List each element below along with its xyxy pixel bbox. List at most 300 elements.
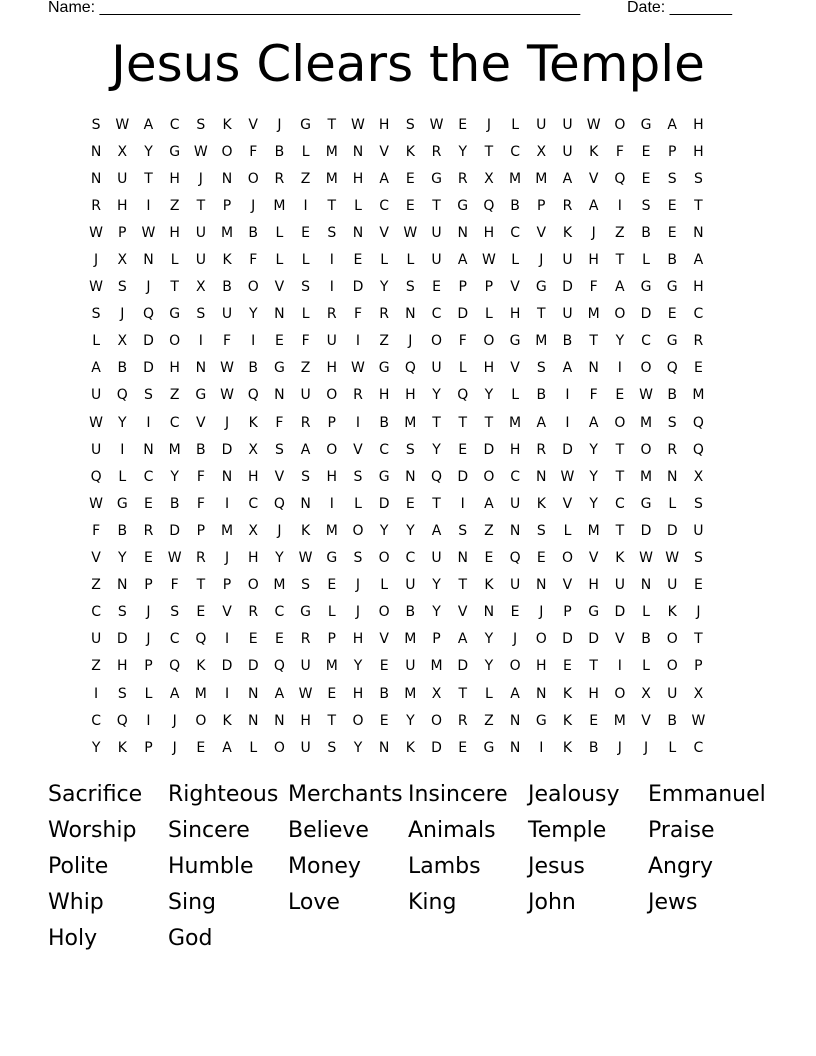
grid-letter: R [195, 550, 206, 567]
grid-letter: H [588, 252, 599, 269]
word-list-item: Emmanuel [648, 782, 766, 808]
grid-letter: E [196, 604, 206, 621]
grid-letter: J [94, 252, 99, 269]
grid-letter: M [220, 522, 234, 539]
grid-letter: D [457, 658, 469, 675]
grid-letter: Y [118, 550, 127, 567]
grid-letter: Z [615, 224, 625, 241]
grid-letter: X [693, 468, 704, 485]
grid-letter: H [117, 197, 128, 214]
grid-letter: Z [169, 387, 180, 404]
grid-letter: W [220, 360, 234, 377]
grid-letter: E [327, 685, 337, 702]
grid-letter: Z [300, 170, 311, 187]
grid-letter: X [641, 685, 651, 702]
grid-letter: T [484, 414, 494, 431]
grid-letter: C [405, 550, 416, 567]
grid-letter: Q [614, 170, 626, 187]
grid-letter: E [405, 495, 415, 512]
grid-letter: P [537, 197, 546, 214]
grid-letter: G [273, 360, 285, 377]
grid-letter: V [457, 604, 468, 621]
grid-letter: L [301, 252, 310, 269]
grid-letter: G [535, 712, 547, 729]
grid-letter: O [378, 604, 390, 621]
grid-letter: N [221, 468, 233, 485]
grid-letter: O [483, 468, 495, 485]
grid-letter: G [378, 468, 390, 485]
grid-letter: U [562, 252, 573, 269]
grid-letter: T [327, 197, 337, 214]
grid-letter: N [247, 712, 259, 729]
grid-letter: A [431, 522, 442, 539]
grid-letter: O [326, 387, 338, 404]
grid-letter: H [326, 360, 338, 377]
grid-letter: F [249, 143, 258, 160]
grid-letter: L [118, 468, 127, 485]
grid-letter: U [117, 170, 128, 187]
grid-letter: N [247, 685, 259, 702]
grid-letter: C [431, 306, 442, 323]
grid-letter: I [120, 441, 125, 458]
word-list-item: John [528, 889, 576, 915]
grid-letter: V [510, 360, 520, 377]
grid-letter: W [141, 224, 156, 241]
grid-letter: I [460, 495, 465, 512]
grid-letter: N [509, 739, 521, 756]
grid-letter: T [589, 658, 598, 675]
grid-letter: Y [484, 387, 494, 404]
grid-letter: T [694, 197, 703, 214]
grid-letter: H [483, 360, 495, 377]
grid-letter: C [379, 441, 390, 458]
grid-letter: A [562, 170, 573, 187]
grid-letter: V [510, 279, 520, 296]
grid-letter: W [89, 279, 104, 296]
grid-letter: L [301, 306, 310, 323]
grid-letter: Y [379, 522, 389, 539]
grid-letter: S [353, 468, 363, 485]
grid-letter: Q [457, 387, 469, 404]
grid-letter: H [169, 170, 180, 187]
grid-letter: E [667, 224, 677, 241]
grid-letter: K [222, 252, 232, 269]
grid-letter: M [194, 685, 207, 702]
grid-letter: S [117, 604, 127, 621]
grid-letter: B [117, 360, 128, 377]
grid-letter: A [457, 252, 468, 269]
grid-letter: I [329, 252, 334, 269]
grid-letter: F [589, 279, 598, 296]
grid-letter: H [169, 224, 180, 241]
grid-letter: G [195, 387, 207, 404]
grid-letter: N [588, 360, 599, 377]
grid-letter: O [352, 712, 364, 729]
grid-letter: M [325, 170, 338, 187]
grid-letter: E [301, 224, 311, 241]
grid-letter: N [405, 306, 416, 323]
grid-letter: O [352, 522, 364, 539]
grid-letter: I [198, 333, 203, 350]
grid-letter: G [640, 495, 652, 512]
word-list-item: Jews [648, 889, 698, 915]
page-title: Jesus Clears the Temple [111, 35, 705, 93]
header [48, 0, 748, 20]
word-list-item: King [408, 889, 457, 915]
grid-letter: U [221, 306, 233, 323]
grid-letter: T [458, 577, 467, 594]
grid-letter: E [458, 739, 468, 756]
grid-letter: G [169, 143, 181, 160]
grid-letter: R [379, 306, 390, 323]
grid-letter: S [667, 414, 677, 431]
grid-letter: H [117, 658, 128, 675]
grid-letter: J [146, 604, 151, 621]
grid-letter: A [588, 414, 599, 431]
grid-letter: Y [432, 577, 441, 594]
grid-letter: I [146, 414, 151, 431]
grid-letter: G [457, 197, 469, 214]
grid-letter: B [562, 333, 573, 350]
grid-letter: C [91, 712, 101, 729]
grid-letter: P [222, 197, 232, 214]
grid-letter: V [615, 631, 625, 648]
grid-letter: J [224, 414, 230, 431]
grid-letter: W [639, 550, 653, 567]
grid-letter: B [196, 441, 206, 458]
grid-letter: P [694, 658, 703, 675]
grid-letter: R [91, 197, 101, 214]
grid-letter: Q [509, 550, 521, 567]
grid-letter: H [352, 170, 364, 187]
grid-letter: L [668, 739, 677, 756]
grid-letter: C [91, 604, 101, 621]
grid-letter: N [536, 685, 547, 702]
grid-letter: W [115, 116, 130, 133]
grid-letter: O [195, 712, 207, 729]
grid-letter: I [251, 333, 256, 350]
grid-letter: N [90, 143, 102, 160]
grid-letter: Y [432, 387, 441, 404]
grid-letter: D [352, 279, 364, 296]
grid-letter: U [614, 577, 625, 594]
grid-letter: M [692, 387, 705, 404]
grid-letter: C [169, 116, 180, 133]
grid-letter: C [248, 495, 259, 512]
grid-letter: M [535, 170, 548, 187]
grid-letter: M [404, 685, 417, 702]
grid-letter: S [693, 170, 703, 187]
grid-letter: Z [379, 333, 389, 350]
grid-letter: F [249, 252, 258, 269]
grid-letter: R [274, 170, 285, 187]
grid-letter: N [195, 360, 207, 377]
grid-letter: W [298, 685, 313, 702]
grid-letter: S [693, 495, 703, 512]
grid-letter: E [693, 360, 703, 377]
grid-letter: W [560, 468, 575, 485]
grid-letter: C [693, 306, 704, 323]
grid-letter: M [509, 170, 522, 187]
grid-letter: X [196, 279, 206, 296]
word-list-item: Worship [48, 818, 137, 844]
grid-letter: S [301, 577, 311, 594]
word-list-item: Love [288, 889, 340, 915]
grid-letter: W [89, 495, 104, 512]
word-list-item: Temple [528, 818, 607, 844]
grid-letter: E [536, 550, 546, 567]
grid-letter: G [666, 279, 678, 296]
grid-letter: N [143, 252, 154, 269]
grid-letter: O [169, 333, 181, 350]
grid-letter: J [539, 604, 544, 621]
grid-letter: T [615, 468, 625, 485]
grid-letter: C [143, 468, 154, 485]
grid-letter: T [615, 441, 625, 458]
grid-letter: S [91, 116, 101, 133]
grid-letter: X [248, 522, 259, 539]
grid-letter: N [378, 739, 390, 756]
grid-letter: Y [589, 468, 598, 485]
grid-letter: L [485, 306, 493, 323]
grid-letter: J [539, 252, 544, 269]
grid-letter: K [562, 224, 573, 241]
grid-letter: A [274, 685, 285, 702]
grid-letter: U [431, 550, 442, 567]
grid-letter: D [221, 658, 233, 675]
grid-letter: P [144, 577, 153, 594]
grid-letter: W [89, 414, 104, 431]
grid-letter: H [405, 387, 416, 404]
word-list-item: Praise [648, 818, 715, 844]
grid-letter: Y [484, 658, 494, 675]
grid-letter: R [300, 631, 311, 648]
grid-letter: D [483, 441, 495, 458]
grid-letter: N [457, 224, 468, 241]
grid-letter: H [509, 306, 521, 323]
grid-letter: T [432, 414, 441, 431]
grid-letter: Q [404, 360, 416, 377]
grid-letter: D [640, 306, 652, 323]
grid-letter: C [693, 739, 704, 756]
grid-letter: O [431, 333, 443, 350]
grid-letter: I [146, 197, 151, 214]
grid-letter: K [589, 143, 599, 160]
grid-letter: O [326, 441, 338, 458]
grid-letter: H [378, 116, 390, 133]
grid-letter: V [379, 631, 389, 648]
grid-letter: B [641, 224, 651, 241]
word-list-item: Sacrifice [48, 782, 143, 808]
grid-letter: Y [589, 495, 598, 512]
grid-letter: S [693, 550, 703, 567]
grid-letter: F [196, 468, 205, 485]
grid-letter: K [301, 522, 311, 539]
grid-letter: I [224, 685, 230, 702]
grid-letter: M [273, 197, 286, 214]
grid-letter: Q [666, 360, 678, 377]
grid-letter: M [325, 143, 338, 160]
word-list-item: Lambs [408, 853, 481, 879]
grid-letter: Y [275, 550, 284, 567]
grid-letter: L [511, 116, 519, 133]
grid-letter: V [641, 712, 651, 729]
grid-letter: E [693, 577, 703, 594]
grid-letter: P [144, 739, 153, 756]
grid-letter: C [641, 333, 651, 350]
grid-letter: S [117, 279, 127, 296]
grid-letter: Z [91, 658, 101, 675]
grid-letter: U [667, 685, 678, 702]
grid-letter: B [588, 739, 599, 756]
grid-letter: W [691, 712, 706, 729]
grid-letter: Q [195, 631, 207, 648]
grid-letter: D [143, 333, 154, 350]
grid-letter: C [614, 495, 625, 512]
grid-letter: Q [431, 468, 443, 485]
grid-letter: F [301, 333, 310, 350]
grid-letter: S [196, 306, 206, 323]
grid-letter: O [614, 414, 626, 431]
grid-letter: W [89, 224, 104, 241]
grid-letter: K [615, 550, 625, 567]
grid-letter: T [589, 333, 598, 350]
grid-letter: T [615, 252, 625, 269]
grid-letter: N [352, 143, 364, 160]
grid-letter: U [431, 224, 442, 241]
grid-letter: E [667, 306, 677, 323]
grid-letter: W [665, 550, 680, 567]
grid-letter: U [90, 631, 102, 648]
grid-letter: N [536, 577, 547, 594]
grid-letter: E [641, 170, 651, 187]
grid-letter: T [484, 143, 494, 160]
grid-letter: X [536, 143, 547, 160]
grid-letter: M [430, 658, 443, 675]
grid-letter: S [301, 468, 311, 485]
grid-letter: F [170, 577, 179, 594]
grid-letter: P [667, 143, 677, 160]
grid-letter: R [457, 170, 468, 187]
grid-letter: M [168, 441, 181, 458]
grid-letter: B [536, 387, 547, 404]
grid-letter: I [617, 658, 622, 675]
grid-letter: Y [615, 333, 625, 350]
grid-letter: K [536, 495, 546, 512]
grid-letter: N [483, 604, 495, 621]
grid-letter: E [563, 658, 572, 675]
word-list [48, 777, 768, 956]
grid-letter: I [329, 279, 334, 296]
grid-letter: A [169, 685, 180, 702]
grid-letter: E [144, 550, 153, 567]
grid-letter: H [483, 224, 495, 241]
grid-letter: D [457, 306, 469, 323]
grid-letter: L [458, 360, 467, 377]
grid-letter: Q [142, 306, 154, 323]
grid-letter: D [378, 495, 390, 512]
grid-letter: N [509, 522, 521, 539]
grid-letter: F [353, 306, 362, 323]
grid-letter: W [298, 550, 313, 567]
grid-letter: G [300, 604, 312, 621]
grid-letter: I [617, 197, 622, 214]
grid-letter: R [300, 414, 311, 431]
grid-letter: I [617, 360, 622, 377]
grid-letter: O [509, 658, 521, 675]
grid-letter: H [536, 658, 547, 675]
grid-letter: X [484, 170, 494, 187]
grid-letter: I [355, 333, 361, 350]
word-list-item: Jealousy [528, 782, 620, 808]
grid-letter: B [169, 495, 180, 512]
grid-letter: N [640, 577, 652, 594]
grid-letter: T [537, 306, 546, 323]
grid-letter: L [511, 387, 519, 404]
date-field-label: Date: _______ [627, 0, 732, 16]
grid-letter: J [224, 550, 230, 567]
grid-letter: D [666, 522, 678, 539]
grid-letter: J [486, 116, 491, 133]
grid-letter: Y [170, 468, 179, 485]
grid-letter: S [641, 197, 651, 214]
grid-letter: B [405, 604, 416, 621]
grid-letter: O [640, 441, 652, 458]
grid-letter: O [247, 170, 259, 187]
grid-letter: S [327, 224, 337, 241]
grid-letter: K [222, 712, 232, 729]
grid-letter: J [513, 631, 518, 648]
grid-letter: H [588, 685, 599, 702]
grid-letter: I [303, 197, 308, 214]
word-list-item: God [168, 925, 213, 951]
grid-letter: E [274, 631, 284, 648]
grid-letter: N [274, 306, 285, 323]
grid-letter: U [431, 252, 442, 269]
grid-letter: O [483, 333, 495, 350]
word-list-item: Sincere [168, 818, 250, 844]
grid-letter: O [614, 116, 626, 133]
grid-letter: L [642, 604, 650, 621]
grid-letter: R [457, 712, 468, 729]
grid-letter: A [143, 116, 154, 133]
grid-letter: D [169, 522, 181, 539]
grid-letter: A [510, 685, 520, 702]
grid-letter: J [591, 224, 596, 241]
grid-letter: N [90, 170, 102, 187]
grid-letter: L [563, 522, 572, 539]
grid-letter: G [640, 279, 652, 296]
grid-letter: A [91, 360, 101, 377]
grid-letter: F [92, 522, 101, 539]
grid-letter: S [667, 170, 677, 187]
grid-letter: K [405, 739, 415, 756]
grid-letter: S [536, 522, 546, 539]
grid-letter: F [223, 333, 232, 350]
grid-letter: E [379, 658, 389, 675]
grid-letter: X [117, 143, 128, 160]
grid-letter: W [639, 387, 653, 404]
grid-letter: D [562, 441, 573, 458]
grid-letter: O [614, 685, 626, 702]
grid-letter: I [355, 414, 361, 431]
grid-letter: X [117, 333, 128, 350]
grid-letter: T [144, 170, 153, 187]
grid-letter: B [667, 387, 678, 404]
grid-letter: B [667, 252, 678, 269]
grid-letter: A [615, 279, 625, 296]
grid-letter: L [642, 658, 650, 675]
